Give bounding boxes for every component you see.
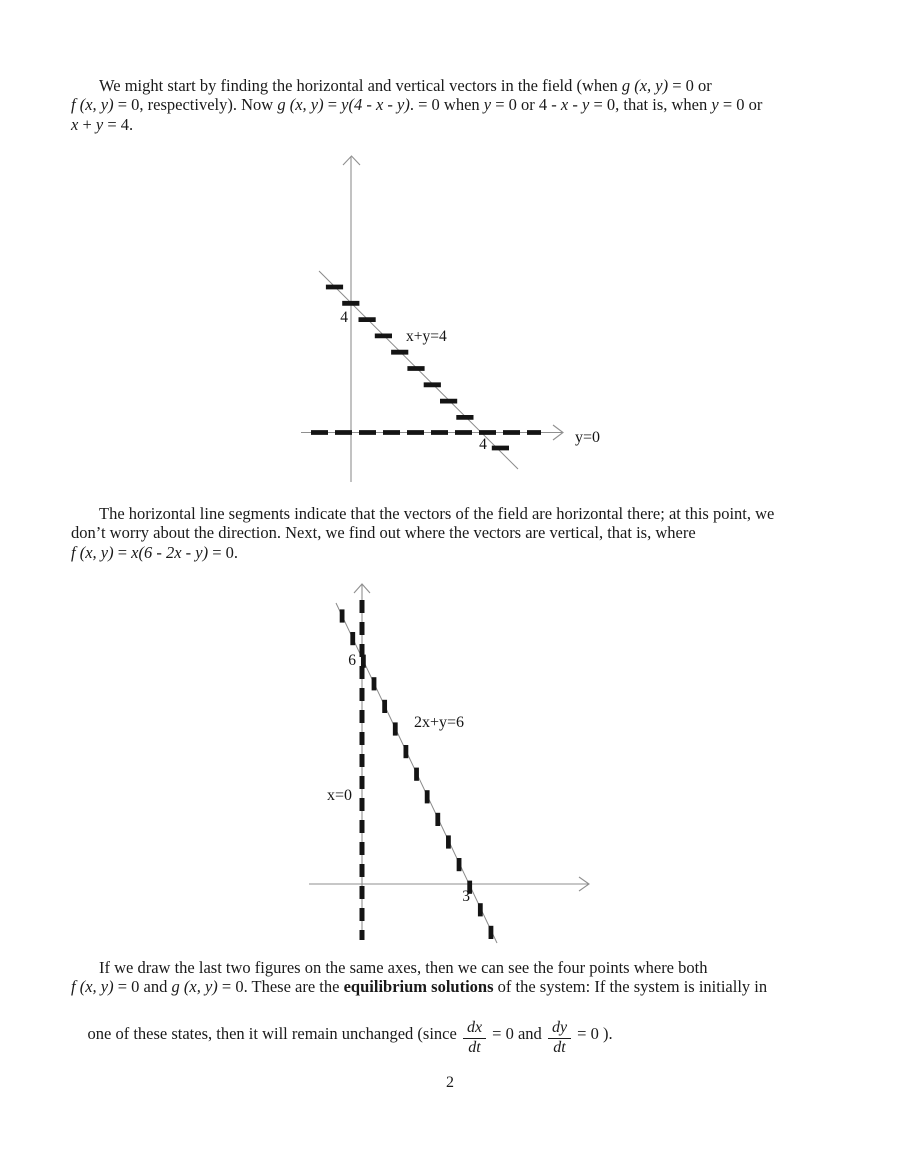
figure-horizontal-vectors — [290, 148, 620, 488]
paragraph-line: f (x, y) = 0, respectively). Now g (x, y) = y(4 - x - y). = 0 when y = 0 or 4 - x - y = 0, that is, when y = 0 or — [71, 95, 763, 115]
fraction-sentence-mid: = 0 and — [488, 1024, 546, 1044]
fraction-denominator: dt — [468, 1039, 481, 1057]
paragraph-line: don’t worry about the direction. Next, we find out where the vectors are vertical, that is, where — [71, 523, 696, 543]
fraction-sentence-suffix: = 0 ). — [573, 1024, 613, 1044]
paragraph-1 — [71, 76, 861, 134]
fig2-axis-label: x=0 — [326, 787, 352, 804]
fraction-numerator: dy — [548, 1020, 571, 1039]
fraction-denominator: dt — [553, 1039, 566, 1057]
paragraph-line: We might start by finding the horizontal and vertical vectors in the field (when g (x, y) = 0 or — [99, 76, 712, 95]
fraction-numerator: dx — [463, 1020, 486, 1039]
fig1-axis-label: y=0 — [575, 429, 601, 446]
paragraph-2 — [71, 504, 861, 562]
fig1-y-intercept-label: 4 — [340, 309, 348, 326]
paragraph-line-with-fractions — [71, 1001, 861, 1076]
fraction-sentence-prefix: one of these states, then it will remain unchanged (since — [87, 1024, 461, 1044]
paragraph-line: f (x, y) = x(6 - 2x - y) = 0. — [71, 542, 239, 562]
fraction-dx-dt — [463, 1020, 486, 1056]
paragraph-3 — [71, 958, 861, 1076]
paragraph-line: If we draw the last two figures on the same axes, then we can see the four points where both — [99, 958, 708, 977]
figure-vertical-vectors — [300, 576, 610, 954]
paragraph-line: The horizontal line segments indicate that the vectors of the field are horizontal there; at this point, we — [99, 504, 775, 523]
page-number: 2 — [446, 1074, 454, 1091]
fig2-x-intercept-label: 3 — [462, 888, 470, 905]
fig1-line-label: x+y=4 — [406, 328, 447, 345]
fig2-y-intercept-label: 6 — [348, 652, 356, 669]
fig1-field-dashes — [326, 287, 509, 448]
fraction-dy-dt — [548, 1020, 571, 1056]
paragraph-line: f (x, y) = 0 and g (x, y) = 0. These are the equilibrium solutions of the system: If the system is initially in — [71, 977, 768, 997]
fig1-x-intercept-label: 4 — [479, 436, 487, 453]
paragraph-line: x + y = 4. — [71, 114, 134, 134]
fig2-line-label: 2x+y=6 — [414, 714, 465, 731]
